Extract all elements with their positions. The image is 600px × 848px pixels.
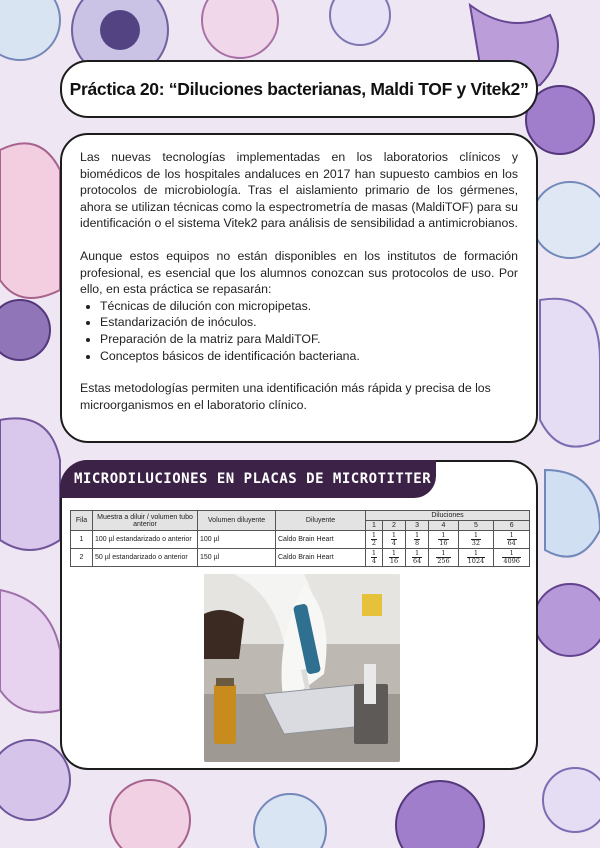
header-col: 5 (458, 521, 494, 531)
intro-paragraph-2: Aunque estos equipos no están disponibles en los institutos de formación profesional, es esencial que los alumnos conozcan sus protocolos de uso. Por ello, en esta práctica se repasarán: (80, 248, 518, 297)
frac-denominator: 4 (371, 557, 376, 565)
frac-numerator: 1 (371, 531, 376, 539)
frac-numerator: 1 (507, 532, 517, 540)
header-diluyente: Diluyente (276, 511, 366, 531)
frac-denominator: 8 (415, 539, 420, 547)
cell-dilution (458, 531, 494, 549)
microdilution-section-card (60, 460, 538, 770)
frac-numerator: 1 (371, 549, 376, 557)
cell-muestra: 50 µl estandarizado o anterior (93, 549, 198, 567)
title-card (60, 60, 538, 118)
header-col: 2 (382, 521, 405, 531)
page-title: Práctica 20: “Diluciones bacterianas, Maldi TOF y Vitek2” (69, 78, 529, 99)
cell-dilution (429, 549, 458, 567)
frac-numerator: 1 (412, 550, 422, 558)
cell-volumen: 100 µl (198, 531, 276, 549)
topics-list (80, 298, 518, 364)
cell-dilution (382, 531, 405, 549)
cell-dilution (494, 549, 530, 567)
list-item: • Estandarización de inóculos. (100, 314, 518, 331)
cell-dilution (382, 549, 405, 567)
header-col: 3 (406, 521, 429, 531)
table-row (71, 549, 530, 567)
table-row (71, 531, 530, 549)
cell-dilution (366, 549, 383, 567)
frac-denominator: 16 (389, 557, 399, 565)
frac-numerator: 1 (415, 531, 420, 539)
cell-dilution (406, 531, 429, 549)
frac-denominator: 256 (437, 557, 450, 565)
cell-dilution (458, 549, 494, 567)
frac-numerator: 1 (438, 532, 448, 540)
cell-muestra: 100 µl estandarizado o anterior (93, 531, 198, 549)
header-col: 4 (429, 521, 458, 531)
section-header (60, 460, 436, 498)
header-diluciones: Diluciones (366, 511, 530, 521)
cell-volumen: 150 µl (198, 549, 276, 567)
list-item: • Técnicas de dilución con micropipetas. (100, 298, 518, 315)
header-col: 6 (494, 521, 530, 531)
header-fila: Fila (71, 511, 93, 531)
intro-paragraph-3: Estas metodologías permiten una identificación más rápida y precisa de los microorganismos en el laboratorio clínico. (80, 381, 491, 412)
dilution-table (70, 510, 530, 567)
intro-card (60, 133, 538, 443)
frac-numerator: 1 (391, 531, 397, 539)
frac-numerator: 1 (471, 532, 481, 540)
cell-fila: 2 (71, 549, 93, 567)
frac-denominator: 2 (371, 539, 376, 547)
frac-denominator: 32 (471, 539, 481, 547)
frac-denominator: 4096 (503, 557, 520, 565)
section-title: MICRODILUCIONES EN PLACAS DE MICROTITTER (74, 471, 432, 487)
list-item: • Preparación de la matriz para MaldiTOF. (100, 331, 518, 348)
frac-denominator: 1024 (467, 557, 485, 565)
cell-diluyente: Caldo Brain Heart (276, 549, 366, 567)
micropipette-photo (204, 574, 400, 762)
frac-denominator: 64 (412, 557, 422, 565)
frac-numerator: 1 (436, 550, 450, 558)
frac-denominator: 16 (439, 539, 448, 547)
frac-numerator: 1 (389, 550, 399, 558)
cell-dilution (406, 549, 429, 567)
frac-numerator: 1 (467, 550, 486, 558)
list-item: • Conceptos básicos de identificación bacteriana. (100, 348, 518, 365)
cell-fila: 1 (71, 531, 93, 549)
frac-numerator: 1 (502, 550, 521, 558)
frac-denominator: 64 (507, 539, 516, 547)
cell-dilution (494, 531, 530, 549)
frac-denominator: 4 (391, 539, 397, 547)
header-col: 1 (366, 521, 383, 531)
cell-diluyente: Caldo Brain Heart (276, 531, 366, 549)
cell-dilution (429, 531, 458, 549)
cell-dilution (366, 531, 383, 549)
header-volumen: Volumen diluyente (198, 511, 276, 531)
intro-paragraph-1: Las nuevas tecnologías implementadas en los laboratorios clínicos y biomédicos de los hospitales andaluces en 2017 han supuesto cambios en los protocolos de microbiología. Tras el aislamiento primario de los gérmenes, ahora se utilizan técnicas como la espectrometría de masas (MaldiTOF) para su identificación o el sistema Vitek2 para análisis de sensibilidad a antimicrobianos. (80, 150, 518, 231)
header-muestra: Muestra a diluir / volumen tubo anterior (93, 511, 198, 531)
